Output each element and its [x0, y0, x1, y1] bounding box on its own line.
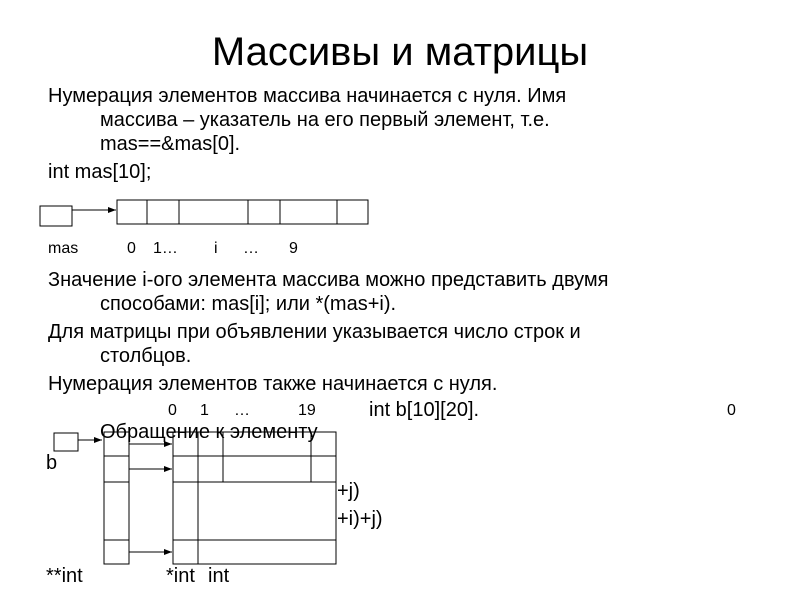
- array-cells: [117, 200, 368, 224]
- access-line-1: Значение i-ого элемента массива можно представить двумя: [48, 269, 609, 291]
- type-label-double-pointer: **int: [46, 565, 83, 587]
- intro-line-1: Нумерация элементов массива начинается с нуля. Имя: [48, 85, 567, 107]
- array-index-9: 9: [289, 240, 298, 257]
- matrix-numbering: Нумерация элементов также начинается с нуля.: [48, 373, 498, 395]
- matrix-line-2: столбцов.: [100, 345, 192, 367]
- array-index-dots: …: [243, 240, 259, 257]
- array-name-label: mas: [48, 240, 79, 257]
- matrix-grid: [173, 432, 336, 564]
- matrix-col-0: 0: [168, 402, 177, 419]
- matrix-right-index-0: 0: [727, 402, 736, 419]
- array-declaration: int mas[10];: [48, 161, 152, 183]
- matrix-col-19: 19: [298, 402, 316, 419]
- intro-line-3: mas==&mas[0].: [100, 133, 241, 155]
- type-label-int: int: [208, 565, 230, 587]
- access-expression-2: +i)+j): [337, 508, 383, 530]
- matrix-name-label: b: [46, 452, 58, 474]
- array-index-1: 1…: [153, 240, 178, 257]
- element-access-heading: Обращение к элементу: [100, 421, 318, 443]
- array-index-i: i: [214, 240, 218, 257]
- matrix-pointer-box: [54, 433, 78, 451]
- matrix-line-1: Для матрицы при объявлении указывается число строк и: [48, 321, 581, 343]
- access-line-2: способами: mas[i]; или *(mas+i).: [100, 293, 397, 315]
- array-pointer-box: [40, 206, 72, 226]
- type-label-pointer: *int: [166, 565, 195, 587]
- matrix-declaration: int b[10][20].: [369, 399, 480, 421]
- access-expression-1: +j): [337, 480, 360, 502]
- matrix-col-1: 1: [200, 402, 209, 419]
- intro-line-2: массива – указатель на его первый элемент, т.е.: [100, 109, 550, 131]
- array-index-0: 0: [127, 240, 136, 257]
- row-pointer-arrows: [129, 444, 172, 552]
- row-pointer-column: [104, 432, 129, 564]
- page-title: Массивы и матрицы: [211, 30, 589, 74]
- matrix-col-dots: …: [234, 402, 250, 419]
